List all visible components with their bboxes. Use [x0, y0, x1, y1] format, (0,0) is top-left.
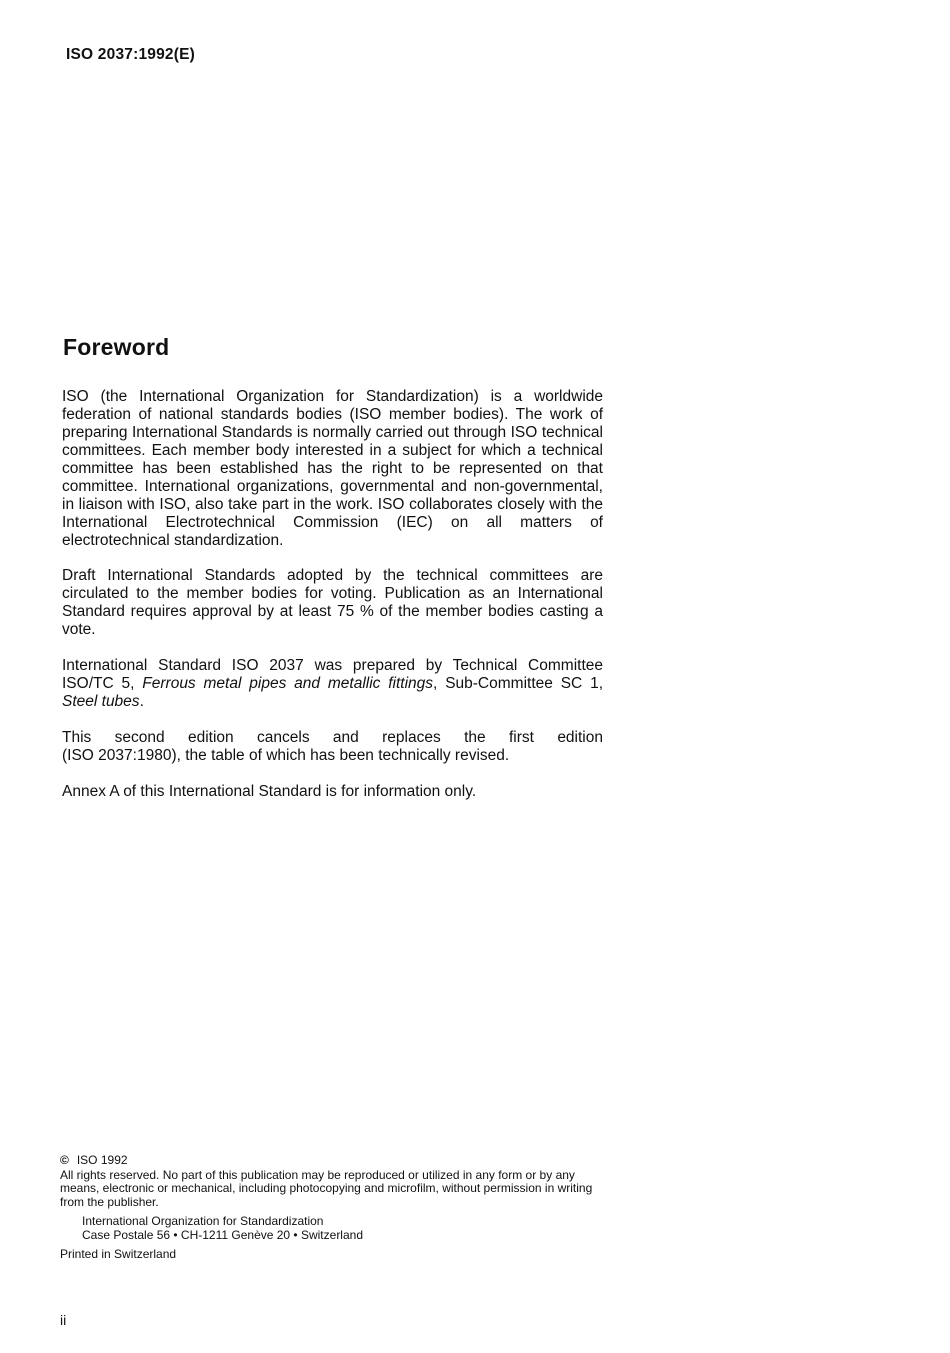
copyright-year: ISO 1992	[76, 1153, 128, 1167]
committee-title: Ferrous metal pipes and metallic fittings	[142, 675, 434, 692]
paragraph-4-line-1: This second edition cancels and replaces the first edition	[62, 729, 603, 746]
foreword-paragraph-4	[62, 729, 603, 765]
publisher-name: International Organization for Standardization	[82, 1214, 324, 1228]
foreword-paragraph-5: Annex A of this International Standard is for information only.	[62, 783, 477, 800]
foreword-body	[62, 388, 603, 817]
paragraph-3-text-c: .	[139, 693, 144, 710]
foreword-paragraph-1: ISO (the International Organization for Standardization) is a worldwide federation of national standards bodies (ISO member bodies). The work of preparing International Standards is normally carried out through ISO technical committees. Each member body interested in a subject for which a technical committee has been established has the right to be represented on that committee. International organizations, governmental and non-governmental, in liaison with ISO, also take part in the work. ISO collaborates closely with the International Electrotechnical Commission (IEC) on all matters of electrotechnical standardization.	[62, 388, 603, 549]
printed-location: Printed in Switzerland	[60, 1247, 177, 1261]
rights-statement: All rights reserved. No part of this publication may be reproduced or utilized in any form or by any means, electronic or mechanical, including photocopying and microfilm, without permission in writing from the publisher.	[60, 1167, 593, 1209]
paragraph-4-line-2: (ISO 2037:1980), the table of which has been technically revised.	[62, 747, 510, 764]
foreword-heading: Foreword	[63, 334, 170, 360]
paragraph-3-text-b: , Sub-Committee SC 1,	[433, 675, 604, 692]
copyright-icon: ©	[60, 1153, 69, 1167]
page-number: ii	[60, 1312, 67, 1328]
copyright-year-line	[60, 1154, 605, 1168]
document-header: ISO 2037:1992(E)	[66, 46, 195, 63]
paragraph-3-text-a: International Standard ISO 2037 was prepared by Technical Committee ISO/TC 5,	[62, 657, 603, 692]
subcommittee-title: Steel tubes	[62, 693, 140, 710]
foreword-paragraph-3	[62, 657, 603, 711]
publisher-postal-address: Case Postale 56 • CH-1211 Genève 20 • Switzerland	[82, 1227, 363, 1242]
foreword-paragraph-2: Draft International Standards adopted by the technical committees are circulated to the member bodies for voting. Publication as an International Standard requires approval by at least 75 % of the member bodies casting a vote.	[62, 567, 603, 638]
copyright-block	[60, 1154, 605, 1262]
publisher-address	[82, 1215, 605, 1242]
